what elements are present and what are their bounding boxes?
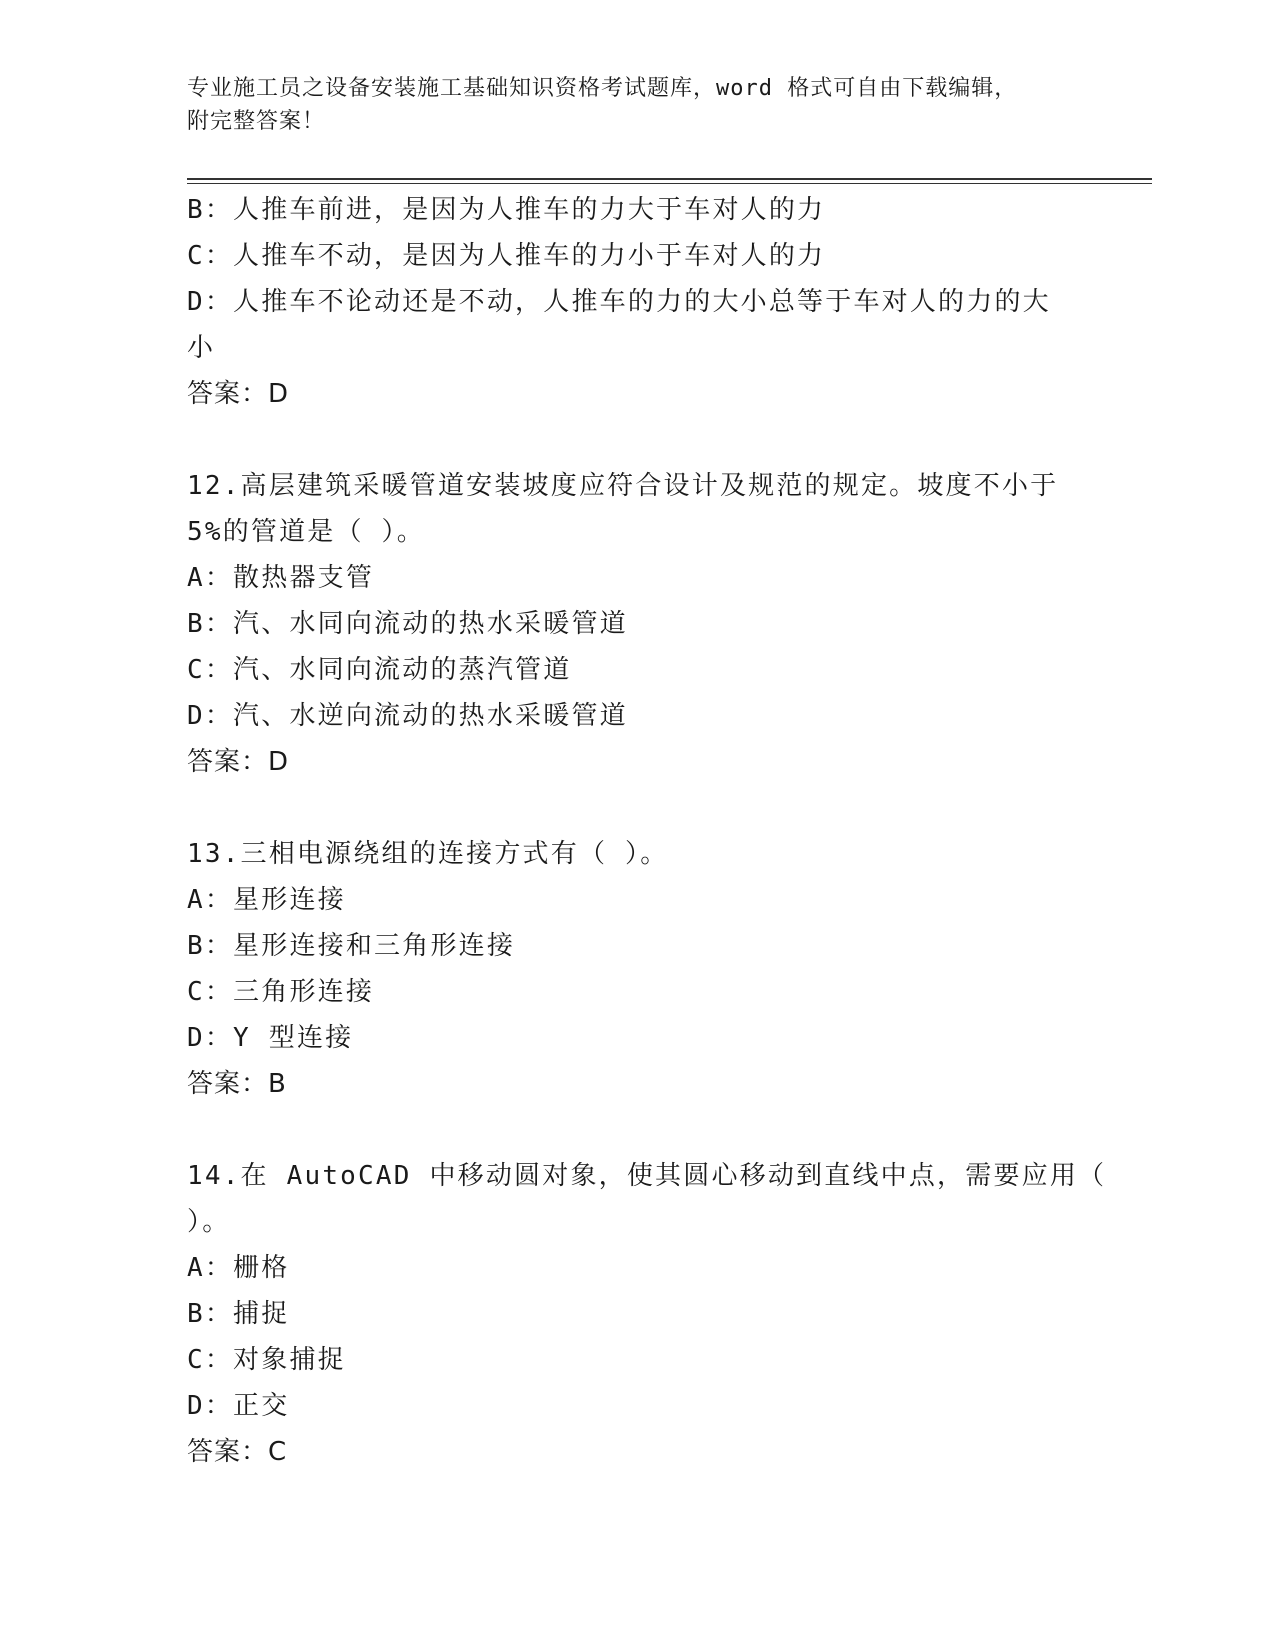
header-divider-thin: [187, 183, 1152, 184]
q13-option-c: C：三角形连接: [187, 977, 375, 1007]
question-spacer: [187, 785, 1087, 831]
q12-stem-line-1: 12.高层建筑采暖管道安装坡度应符合设计及规范的规定。坡度不小于: [187, 471, 1059, 501]
q14-answer: 答案：C: [187, 1437, 288, 1467]
q13-answer: 答案：B: [187, 1069, 287, 1099]
q13-option-b: B：星形连接和三角形连接: [187, 931, 516, 961]
q12-option-b: B：汽、水同向流动的热水采暖管道: [187, 609, 628, 639]
question-14: [187, 1153, 1107, 1475]
header-title-line-1: 专业施工员之设备安装施工基础知识资格考试题库，word 格式可自由下载编辑，: [187, 76, 1018, 101]
question-list: [187, 187, 1107, 1475]
document-header: [187, 72, 1067, 138]
q14-option-b: B：捕捉: [187, 1299, 290, 1329]
q12-answer: 答案：D: [187, 747, 290, 777]
question-11: [187, 187, 1087, 417]
question-12: [187, 463, 1087, 785]
q11-option-d-line-1: D：人推车不论动还是不动，人推车的力的大小总等于车对人的力的大: [187, 287, 1051, 317]
q13-option-a: A：星形连接: [187, 885, 346, 915]
q11-answer: 答案：D: [187, 379, 290, 409]
q14-stem-line-1: 14.在 AutoCAD 中移动圆对象，使其圆心移动到直线中点，需要应用（: [187, 1161, 1107, 1191]
q11-option-c: C：人推车不动，是因为人推车的力小于车对人的力: [187, 241, 826, 271]
q12-option-a: A：散热器支管: [187, 563, 375, 593]
question-13: [187, 831, 1087, 1107]
q14-option-c: C：对象捕捉: [187, 1345, 346, 1375]
q12-option-c: C：汽、水同向流动的蒸汽管道: [187, 655, 572, 685]
q11-option-d-line-2: 小: [187, 333, 216, 363]
q14-option-a: A：栅格: [187, 1253, 290, 1283]
question-spacer: [187, 1107, 1087, 1153]
q12-option-d: D：汽、水逆向流动的热水采暖管道: [187, 701, 628, 731]
q13-option-d: D：Y 型连接: [187, 1023, 354, 1053]
q12-stem-line-2: 5%的管道是（ ）。: [187, 517, 425, 547]
q13-stem: 13.三相电源绕组的连接方式有（ ）。: [187, 839, 669, 869]
q11-option-b: B：人推车前进，是因为人推车的力大于车对人的力: [187, 195, 826, 225]
header-divider-thick: [187, 178, 1152, 180]
q14-stem-line-2: ）。: [187, 1207, 231, 1237]
question-spacer: [187, 417, 1087, 463]
header-title-line-2: 附完整答案！: [187, 109, 326, 134]
q14-option-d: D：正交: [187, 1391, 290, 1421]
